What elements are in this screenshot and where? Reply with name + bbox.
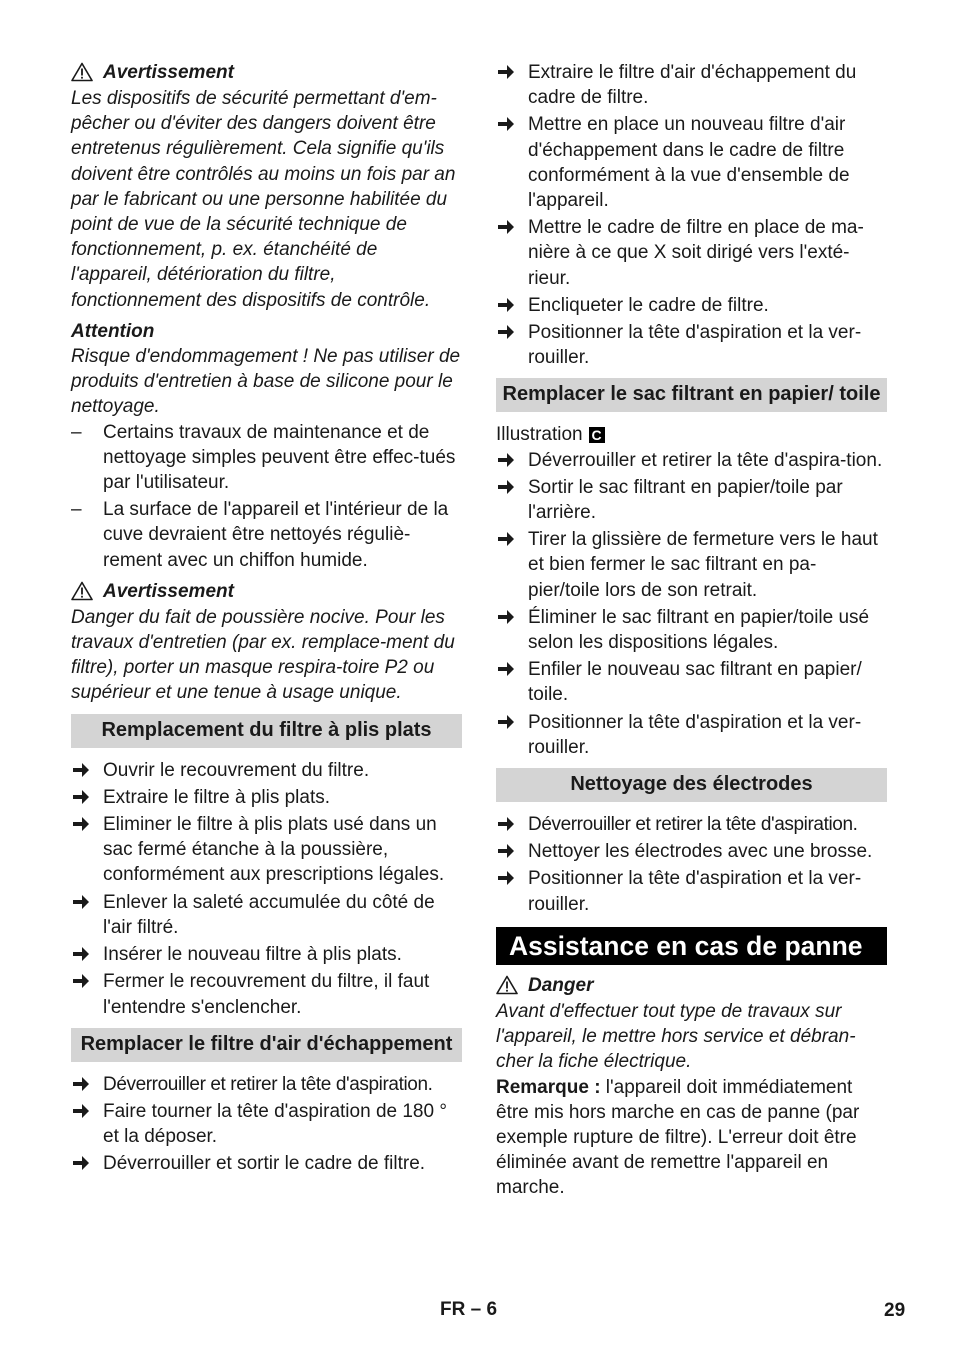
attention-block: [71, 319, 462, 420]
list-item: Enfiler le nouveau sac filtrant en papier/ toile.: [496, 657, 887, 707]
arrow-right-icon: [496, 61, 516, 83]
right-column: [496, 60, 887, 1201]
remark-label: Remarque :: [496, 1076, 601, 1098]
list-item: – La surface de l'appareil et l'intérieur de la cuve devraient être nettoyés réguliè-rement avec un chiffon humide.: [71, 499, 449, 571]
arrow-right-icon: [496, 476, 516, 498]
list-item: Tirer la glissière de fermeture vers le haut et bien fermer le sac filtrant en pa-pier/toile lors de son retrait.: [496, 527, 887, 603]
arrow-right-icon: [71, 1100, 91, 1122]
list-item: Fermer le recouvrement du filtre, il faut l'entendre s'enclencher.: [71, 969, 462, 1019]
remark-paragraph: [496, 1075, 887, 1201]
warning-text: Les dispositifs de sécurité permettant d'em-pêcher ou d'éviter des dangers doivent être entretenus régulièrement. Cela signifie qu'ils doivent être contrôlés au moins un fois par an par le fabricant ou une personne habilitée du point de vue de la sécurité technique de fonctionnement, p. ex. étanchéité de l'appareil, détérioration du filtre, fonctionnement des dispositifs de contrôle.: [71, 88, 456, 311]
list-item: Déverrouiller et retirer la tête d'aspiration.: [496, 812, 887, 837]
remark-text: l'appareil doit immédiatement être mis hors marche en cas de panne (par exemple rupture de filtre). L'erreur doit être éliminée avant de remettre l'appareil en marche.: [496, 1076, 860, 1199]
list-item: Positionner la tête d'aspiration et la ver-rouiller.: [496, 866, 887, 916]
arrow-right-icon: [71, 813, 91, 835]
warning-text: Danger du fait de poussière nocive. Pour les travaux d'entretien (par ex. remplace-ment du filtre), porter un masque respira-toire P2 ou supérieur et une tenue à usage unique.: [71, 606, 455, 704]
steps-exhaust-filter-cont: [496, 60, 887, 370]
list-item: Mettre le cadre de filtre en place de ma-nière à ce que X soit dirigé vers l'exté-rieur.: [496, 215, 887, 291]
arrow-right-icon: [496, 216, 516, 238]
list-item: Encliqueter le cadre de filtre.: [496, 293, 887, 318]
warning-triangle-icon: [71, 62, 95, 84]
warning-triangle-icon: [496, 975, 520, 997]
attention-text: Risque d'endommagement ! Ne pas utiliser de produits d'entretien à base de silicone pour le nettoyage.: [71, 346, 461, 418]
section-heading-electrodes: Nettoyage des électrodes: [496, 768, 887, 802]
list-item: Sortir le sac filtrant en papier/toile par l'arrière.: [496, 475, 887, 525]
arrow-right-icon: [496, 606, 516, 628]
warning-block-1: [71, 60, 462, 313]
dash-mark: –: [71, 421, 82, 443]
arrow-right-icon: [496, 528, 516, 550]
list-item: Extraire le filtre à plis plats.: [71, 785, 462, 810]
section-heading-exhaust-filter: Remplacer le filtre d'air d'échappement: [71, 1028, 462, 1062]
list-item: Extraire le filtre d'air d'échappement du cadre de filtre.: [496, 60, 887, 110]
arrow-right-icon: [496, 840, 516, 862]
arrow-right-icon: [71, 943, 91, 965]
list-item: Positionner la tête d'aspiration et la ver-rouiller.: [496, 710, 887, 760]
list-item: Mettre en place un nouveau filtre d'air d'échappement dans le cadre de filtre conformément à la vue d'ensemble de l'appareil.: [496, 112, 887, 213]
list-item: Déverrouiller et retirer la tête d'aspira-tion.: [496, 448, 887, 473]
steps-paper-bag: [496, 448, 887, 760]
list-item: Enlever la saleté accumulée du côté de l'air filtré.: [71, 890, 462, 940]
list-item: Déverrouiller et retirer la tête d'aspiration.: [71, 1072, 462, 1097]
arrow-right-icon: [71, 786, 91, 808]
arrow-right-icon: [71, 1152, 91, 1174]
danger-block: [496, 973, 887, 1075]
arrow-right-icon: [496, 321, 516, 343]
arrow-right-icon: [71, 759, 91, 781]
steps-electrodes: [496, 812, 887, 917]
list-item: Déverrouiller et sortir le cadre de filtre.: [71, 1151, 462, 1176]
danger-text: Avant d'effectuer tout type de travaux sur l'appareil, le mettre hors service et débran-cher la fiche électrique.: [496, 1000, 856, 1073]
list-item: Faire tourner la tête d'aspiration de 180 ° et la déposer.: [71, 1099, 462, 1149]
list-item: – Certains travaux de maintenance et de nettoyage simples peuvent être effec-tués par l'utilisateur.: [71, 421, 456, 494]
arrow-right-icon: [71, 1073, 91, 1095]
list-item: Nettoyer les électrodes avec une brosse.: [496, 839, 887, 864]
section-heading-paper-bag: Remplacer le sac filtrant en papier/ toile: [496, 378, 887, 412]
list-item: Positionner la tête d'aspiration et la ver-rouiller.: [496, 320, 887, 370]
steps-exhaust-filter: [71, 1072, 462, 1177]
steps-flat-filter: [71, 758, 462, 1020]
arrow-right-icon: [71, 891, 91, 913]
arrow-right-icon: [496, 449, 516, 471]
warning-title: Avertissement: [103, 62, 234, 83]
list-item: Ouvrir le recouvrement du filtre.: [71, 758, 462, 783]
footer-section-label: FR – 6: [440, 1299, 498, 1320]
arrow-right-icon: [496, 113, 516, 135]
page-number: 29: [884, 1300, 906, 1321]
section-heading-flat-filter: Remplacement du filtre à plis plats: [71, 714, 462, 748]
arrow-right-icon: [496, 813, 516, 835]
attention-title: Attention: [71, 320, 155, 342]
illustration-ref: Illustration C: [496, 422, 887, 447]
arrow-right-icon: [496, 294, 516, 316]
dash-mark: –: [71, 499, 82, 521]
warning-block-2: [71, 579, 462, 706]
arrow-right-icon: [71, 970, 91, 992]
list-item: Éliminer le sac filtrant en papier/toile usé selon les dispositions légales.: [496, 605, 887, 655]
danger-title: Danger: [528, 974, 594, 996]
chapter-heading: Assistance en cas de panne: [496, 927, 887, 965]
arrow-right-icon: [496, 867, 516, 889]
left-column: [71, 60, 462, 1179]
list-item: Insérer le nouveau filtre à plis plats.: [71, 942, 462, 967]
warning-title: Avertissement: [103, 580, 234, 602]
dash-list: [71, 420, 462, 573]
arrow-right-icon: [496, 658, 516, 680]
arrow-right-icon: [496, 711, 516, 733]
illustration-letter-badge: C: [589, 427, 605, 443]
list-item: Eliminer le filtre à plis plats usé dans un sac fermé étanche à la poussière, conformément aux prescriptions légales.: [71, 812, 462, 888]
warning-triangle-icon: [71, 581, 95, 603]
